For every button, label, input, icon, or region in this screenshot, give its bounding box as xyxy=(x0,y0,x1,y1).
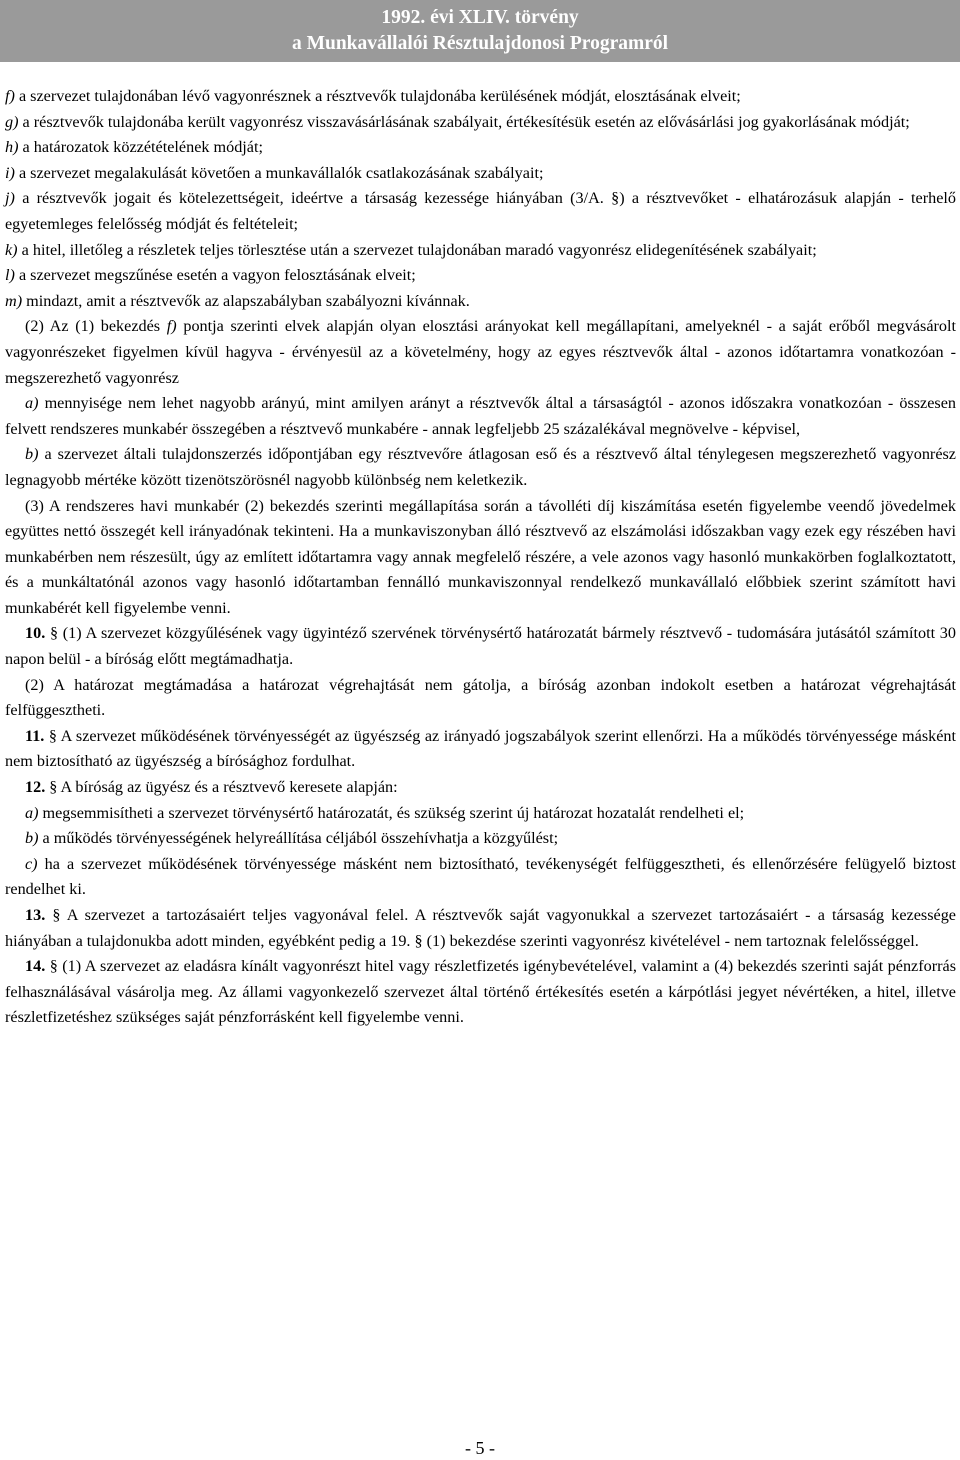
paragraph-text: mennyisége nem lehet nagyobb arányú, mint amilyen arányt a résztvevők által a társaságtól - azonos időszakra vonatkozóan - összesen felvett rendszeres munkabér összegében a résztvevő munkabére - annak legfeljebb 25 százalékával megnövelve - képvisel, xyxy=(5,394,956,438)
section-number: 14. xyxy=(25,957,46,976)
section-number: 11. xyxy=(25,726,45,745)
item-label: b) xyxy=(25,445,39,464)
item-label: a) xyxy=(25,803,39,822)
section-number: 13. xyxy=(25,906,46,924)
item-label: g) xyxy=(5,112,19,131)
header-law-title: 1992. évi XLIV. törvény xyxy=(381,7,579,28)
paragraph-text: § (1) A szervezet közgyűlésének vagy ügyintéző szervének törvénysértő határozatát bármely résztvevő - tudomására jutásától számított 30 napon belül - a bíróság előtt megtámadhatja. xyxy=(5,624,956,669)
paragraph-f xyxy=(5,84,956,110)
page-header xyxy=(0,0,960,62)
paragraph-text: (3) A rendszeres havi munkabér (2) bekezdés szerinti megállapítása során a távolléti díj kiszámítása esetén figyelembe veendő jövedelmek együttes nettó összegét kell irányadónak tekinteni. Ha a munkaviszonyban álló résztvevő az elszámolási időszakban vagy ezek egy részében havi munkabérben nem részesült, úgy az említett időtartamra vagy annak megfelelő részére, a vele azonos vagy hasonló munkakörben foglalkoztatott, és a munkáltatónál azonos vagy hasonló időtartamban fennálló munkaviszonnyal rendelkező munkavállaló előbbiek szerint számított havi munkabérét kell figyelembe venni. xyxy=(5,496,956,617)
paragraph-prefix: (2) Az (1) bekezdés xyxy=(25,317,161,336)
section-12 xyxy=(5,775,956,801)
paragraph-l xyxy=(5,263,956,289)
paragraph-text: § A szervezet működésének törvényességét az ügyészség az irányadó jogszabályok szerint ellenőrzi. Ha a működés törvényessége másként nem biztosítható az ügyészség a bírósághoz fordulhat. xyxy=(5,726,956,771)
section-13 xyxy=(5,903,956,954)
paragraph-text: a határozatok közzétételének módját; xyxy=(22,138,263,157)
paragraph-text: a szervezet általi tulajdonszerzés időpontjában egy résztvevőre átlagosan eső és a résztvevő által ténylegesen megszerezhető vagyonrész legnagyobb mértéke között tizenötszörösnél nagyobb különbség nem keletkezik. xyxy=(5,445,956,489)
item-label: i) xyxy=(5,163,15,182)
paragraph-text: megsemmisítheti a szervezet törvénysértő határozatát, és szükség szerint új határozat hozatalát rendelheti el; xyxy=(42,803,745,822)
paragraph-text: a résztvevők tulajdonába került vagyonrész visszavásárlásának szabályait, értékesítésük esetén az elővásárlási jog gyakorlásának módját; xyxy=(22,112,910,131)
page-number: - 5 - xyxy=(465,1438,495,1458)
paragraph-2a xyxy=(5,391,956,442)
item-label: a) xyxy=(25,394,39,413)
item-label: k) xyxy=(5,240,18,259)
paragraph-text: (2) A határozat megtámadása a határozat végrehajtását nem gátolja, a bíróság azonban indokolt esetben a határozat végrehajtását felfüggesztheti. xyxy=(5,675,956,720)
paragraph-text: § A bíróság az ügyész és a résztvevő keresete alapján: xyxy=(49,778,398,797)
item-label: l) xyxy=(5,266,15,285)
section-12-a xyxy=(5,801,956,827)
paragraph-2 xyxy=(5,314,956,391)
paragraph-text: a szervezet tulajdonában lévő vagyonrésznek a résztvevők tulajdonába kerülésének módját, elosztásának elveit; xyxy=(18,87,741,105)
paragraph-text: ha a szervezet működésének törvényessége másként nem biztosítható, tevékenységét felfüggesztheti, és ellenőrzésére felügyelő biztost rendelhet ki. xyxy=(5,854,956,899)
paragraph-text: a hitel, illetőleg a részletek teljes törlesztése után a szervezet tulajdonában maradó vagyonrész elidegenítésének szabályait; xyxy=(21,240,817,259)
item-label: j) xyxy=(5,189,15,208)
paragraph-g xyxy=(5,110,956,136)
paragraph-text: § (1) A szervezet az eladásra kínált vagyonrészt hitel vagy részletfizetés igénybevételével, valamint a (4) bekezdés szerinti saját pénzforrás felhasználásával vásárolja meg. Az állami vagyonkezelő szervezet által történő értékesítés esetén a kárpótlási jegyet névértéken, a hitel, illetve részletfizetéshez szükséges saját pénzforrásként kell figyelembe venni. xyxy=(5,957,956,1027)
paragraph-text: pontja szerinti elvek alapján olyan elosztási arányokat kell megállapítani, amelyeknél - a saját erőből megvásárolt vagyonrészeket figyelmen kívül hagyva - érvényesül az a követelmény, hogy az egyes résztvevők által - azonos időtartamra vonatkozóan - megszerezhető vagyonrész xyxy=(5,317,957,387)
section-number: 12. xyxy=(25,778,46,797)
item-label: f) xyxy=(166,317,177,336)
section-10-2 xyxy=(5,673,956,724)
document-body xyxy=(5,84,956,1031)
paragraph-h xyxy=(5,135,956,161)
paragraph-text: a szervezet megszűnése esetén a vagyon felosztásának elveit; xyxy=(18,266,416,285)
section-12-b xyxy=(5,826,956,852)
section-number: 10. xyxy=(25,624,46,643)
paragraph-text: mindazt, amit a résztvevők az alapszabályban szabályozni kívánnak. xyxy=(26,291,470,310)
item-label: b) xyxy=(25,829,39,848)
section-12-c xyxy=(5,852,956,903)
header-law-subtitle: a Munkavállalói Résztulajdonosi Programról xyxy=(291,33,669,54)
paragraph-text: a résztvevők jogait és kötelezettségeit, ideértve a társaság kezessége hiányában (3/A. §) a résztvevőket - elhatározásuk alapján - terhelő egyetemleges felelősség módját és feltételeit; xyxy=(5,189,957,233)
item-label: h) xyxy=(5,138,19,157)
paragraph-text: a működés törvényességének helyreállítása céljából összehívhatja a közgyűlést; xyxy=(42,829,559,848)
section-14 xyxy=(5,954,956,1031)
paragraph-i xyxy=(5,161,956,187)
paragraph-3 xyxy=(5,494,956,622)
paragraph-j xyxy=(5,186,956,237)
paragraph-text: a szervezet megalakulását követően a munkavállalók csatlakozásának szabályait; xyxy=(18,163,544,182)
item-label: f) xyxy=(5,87,15,105)
section-11 xyxy=(5,724,956,775)
section-10 xyxy=(5,621,956,672)
paragraph-k xyxy=(5,238,956,264)
item-label: c) xyxy=(25,854,38,873)
paragraph-m xyxy=(5,289,956,315)
item-label: m) xyxy=(5,291,23,310)
paragraph-2b xyxy=(5,442,956,493)
paragraph-text: § A szervezet a tartozásaiért teljes vagyonával felel. A résztvevők saját vagyonukkal a szervezet tartozásaiért - a társaság kezessége hiányában a tulajdonukba adott minden, egyébként pedig a 19. § (1) bekezdése szerinti vagyonrész kivételével - nem tartoznak felelősséggel. xyxy=(5,906,956,950)
